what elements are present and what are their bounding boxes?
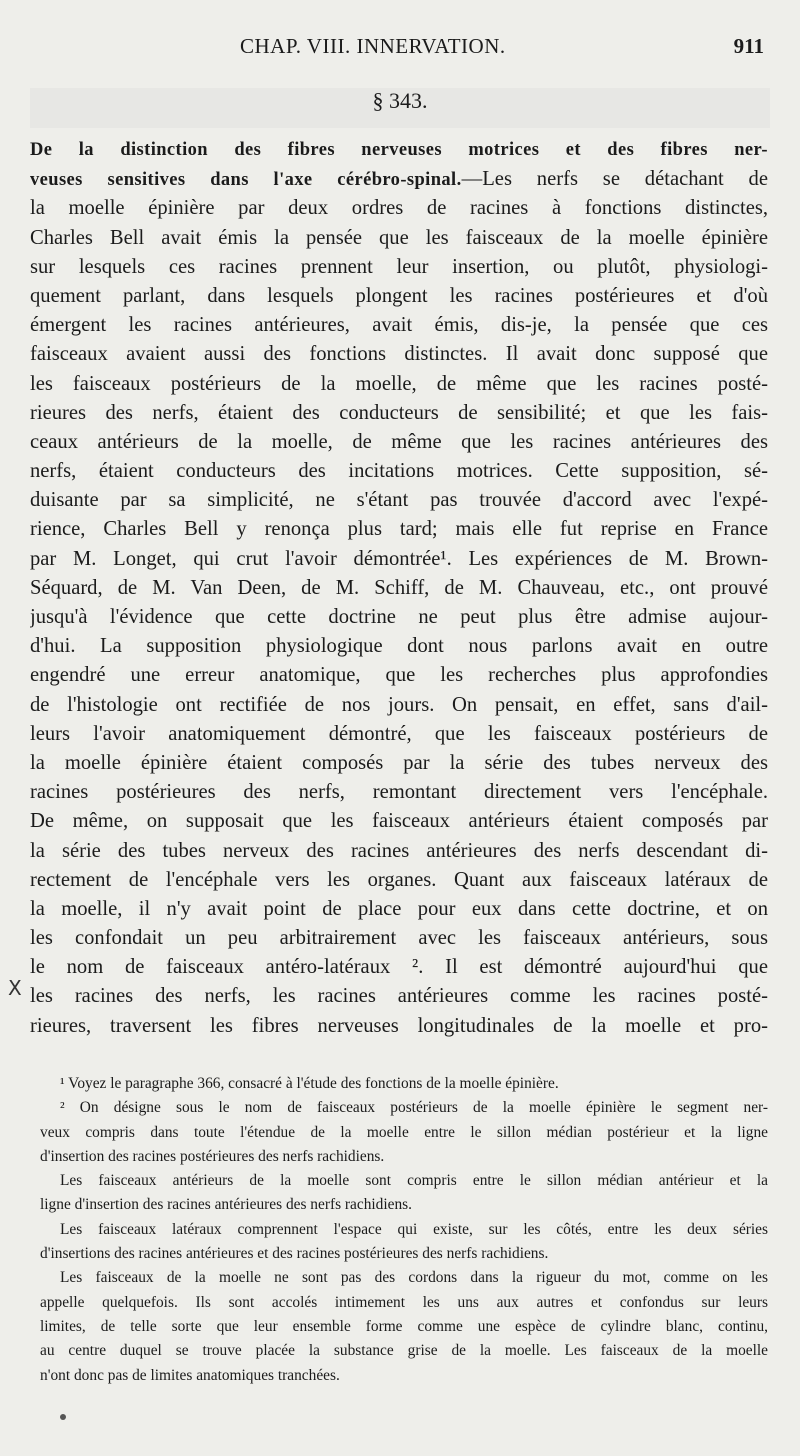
section-heading-part1: De la distinction des fibres nerveuses motrices et des fibres ner- [30,140,768,160]
footnote-line: d'insertions des racines antérieures et des racines postérieures des nerfs rachidiens. [40,1245,549,1263]
body-line: —Les nerfs se détachant de [461,168,768,191]
ink-speck [60,1414,66,1420]
body-line: le nom de faisceaux antéro-latéraux ². Il est démontré aujourd'hui que [30,956,768,979]
body-line: sur lesquels ces racines prennent leur insertion, ou plutôt, physiologi- [30,255,768,278]
footnote-line: limites, de telle sorte que leur ensemble forme comme une espèce de cylindre blanc, continu, [40,1317,768,1335]
footnote-line: Les faisceaux latéraux comprennent l'espace qui existe, sur les côtés, entre les deux séries [60,1220,768,1238]
body-text [30,136,768,1041]
body-line: quement parlant, dans lesquels plongent les racines postérieures et d'où [30,284,768,307]
body-line: de l'histologie ont rectifiée de nos jours. On pensait, en effet, sans d'ail- [30,693,768,716]
body-line: faisceaux avaient aussi des fonctions distinctes. Il avait donc supposé que [30,343,768,366]
footnote-line: ligne d'insertion des racines antérieures des nerfs rachidiens. [40,1196,413,1214]
body-line: d'hui. La supposition physiologique dont nous parlons avait en outre [30,635,768,658]
footnote-line: ¹ Voyez le paragraphe 366, consacré à l'étude des fonctions de la moelle épinière. [60,1075,559,1092]
body-line: la moelle épinière étaient composés par la série des tubes nerveux des [30,751,768,774]
footnote-line: d'insertion des racines postérieures des nerfs rachidiens. [40,1147,385,1165]
footnote-line: appelle quelquefois. Ils sont accolés intimement les uns aux autres et confondus sur leurs [40,1293,768,1311]
body-line: rieures des nerfs, étaient des conducteurs de sensibilité; et que les fais- [30,401,768,424]
heading-line-1 [30,136,768,165]
footnote-line: Les faisceaux antérieurs de la moelle sont compris entre le sillon médian antérieur et la [60,1172,768,1190]
footnote-line: Les faisceaux de la moelle ne sont pas des cordons dans la rigueur du mot, comme on les [60,1269,768,1287]
footnotes [40,1072,768,1388]
page-number: 911 [733,34,764,58]
footnote-line: n'ont donc pas de limites anatomiques tranchées. [40,1366,340,1384]
body-line: la moelle épinière par deux ordres de racines à fonctions distinctes, [30,197,768,220]
running-title: CHAP. VIII. INNERVATION. [240,34,506,58]
body-line: rieures, traversent les fibres nerveuses longitudinales de la moelle et pro- [30,1014,768,1037]
page-header [0,34,800,64]
body-line: par M. Longet, qui crut l'avoir démontrée¹. Les expériences de M. Brown- [30,547,768,570]
body-line: rectement de l'encéphale vers les organes. Quant aux faisceaux latéraux de [30,868,768,891]
body-line: duisante par sa simplicité, ne s'étant pas trouvée d'accord avec l'expé- [30,489,768,512]
body-line: les faisceaux postérieurs de la moelle, de même que les racines posté- [30,372,768,395]
body-line: ceaux antérieurs de la moelle, de même que les racines antérieures des [30,430,768,453]
body-line: De même, on supposait que les faisceaux antérieurs étaient composés par [30,810,768,833]
body-line: Charles Bell avait émis la pensée que les faisceaux de la moelle épinière [30,226,768,249]
section-number: § 343. [372,88,428,113]
heading-line-2 [30,165,768,194]
body-line: racines postérieures des nerfs, remontant directement vers l'encéphale. [30,781,768,804]
footnote-line: veux compris dans toute l'étendue de la moelle entre le sillon médian postérieur et la ligne [40,1123,768,1141]
body-line: la série des tubes nerveux des racines antérieures des nerfs descendant di- [30,839,768,862]
body-line: émergent les racines antérieures, avait émis, dis-je, la pensée que ces [30,314,768,337]
section-heading-part2: veuses sensitives dans l'axe cérébro-spinal. [30,170,462,191]
body-line: Séquard, de M. Van Deen, de M. Schiff, de M. Chauveau, etc., ont prouvé [30,576,768,599]
body-line: rience, Charles Bell y renonça plus tard; mais elle fut reprise en France [30,518,768,541]
body-line: engendré une erreur anatomique, que les recherches plus approfondies [30,664,768,687]
body-line: jusqu'à l'évidence que cette doctrine ne peut plus être admise aujour- [30,606,768,628]
handwritten-margin-mark: X [8,976,22,1000]
body-line: nerfs, étaient conducteurs des incitations motrices. Cette supposition, sé- [30,460,768,483]
body-line: leurs l'avoir anatomiquement démontré, que les faisceaux postérieurs de [30,722,768,745]
body-line: les racines des nerfs, les racines antérieures comme les racines posté- [30,985,768,1008]
body-line: la moelle, il n'y avait point de place pour eux dans cette doctrine, et on [30,897,768,920]
footnote-line: ² On désigne sous le nom de faisceaux postérieurs de la moelle épinière le segment ner- [60,1099,768,1117]
footnote-line: au centre duquel se trouve placée la substance grise de la moelle. Les faisceaux de la moelle [40,1342,768,1360]
body-line: les confondait un peu arbitrairement avec les faisceaux antérieurs, sous [30,927,768,950]
